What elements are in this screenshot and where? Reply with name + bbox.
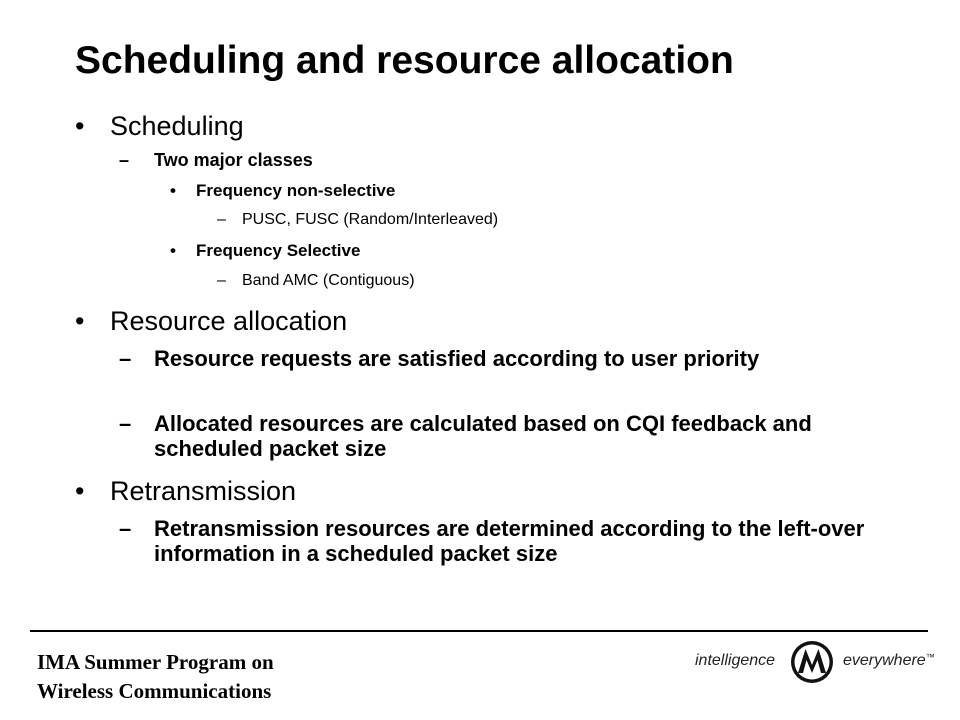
bullet-resource-allocation-label: Resource allocation xyxy=(110,306,348,336)
bullet-marker: • xyxy=(170,181,176,200)
footer-line-2: Wireless Communications xyxy=(37,679,272,703)
sub-sub-bullet-freq-non-selective-label: Frequency non-selective xyxy=(196,181,396,200)
footer-line-1: IMA Summer Program on xyxy=(37,650,274,674)
logo-trademark: ™ xyxy=(925,652,935,662)
dash-marker: – xyxy=(217,211,226,228)
dash-marker: – xyxy=(217,272,226,289)
bullet-scheduling-label: Scheduling xyxy=(110,111,244,141)
sub-bullet-two-major-classes-label: Two major classes xyxy=(154,150,313,170)
bullet-retransmission-label: Retransmission xyxy=(110,476,297,506)
detail-freq-non-selective-label: PUSC, FUSC (Random/Interleaved) xyxy=(242,211,499,228)
bullet-marker: • xyxy=(75,306,85,336)
logo-word-right-text: everywhere xyxy=(843,652,926,669)
dash-marker: – xyxy=(119,150,130,170)
bullet-marker: • xyxy=(75,111,85,141)
sub-bullet-allocated-resources-label: Allocated resources are calculated based on CQI feedback and scheduled packet size xyxy=(154,411,812,461)
sub-bullet-retransmission-resources-label: Retransmission resources are determined according to the left-over information in a scheduled packet size xyxy=(154,516,865,566)
logo-word-left: intelligence xyxy=(695,652,776,669)
dash-marker: – xyxy=(119,411,132,436)
footer-program-name xyxy=(37,648,274,706)
bullet-marker: • xyxy=(75,476,85,506)
slide-title: Scheduling and resource allocation xyxy=(75,39,734,82)
motorola-batwing-icon xyxy=(790,640,834,684)
logo-word-right xyxy=(843,652,935,670)
dash-marker: – xyxy=(119,516,132,541)
bullet-marker: • xyxy=(170,241,176,260)
motorola-logo xyxy=(695,640,935,684)
footer-divider xyxy=(30,630,928,632)
detail-freq-selective-label: Band AMC (Contiguous) xyxy=(242,272,415,289)
dash-marker: – xyxy=(119,346,132,371)
sub-bullet-resource-requests-label: Resource requests are satisfied according to user priority xyxy=(154,346,760,371)
sub-sub-bullet-freq-selective-label: Frequency Selective xyxy=(196,241,361,260)
